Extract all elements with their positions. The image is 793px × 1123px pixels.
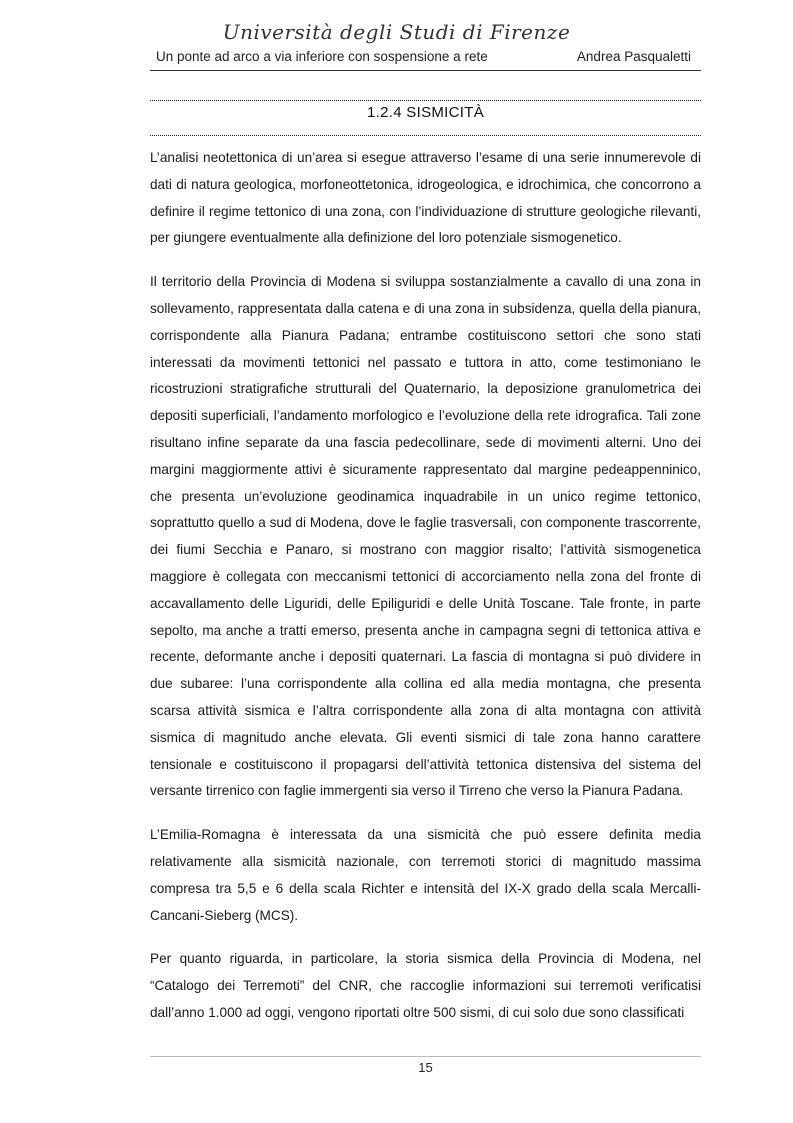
university-header: Università degli Studi di Firenze xyxy=(222,20,571,44)
paragraph-4: Per quanto riguarda, in particolare, la storia sismica della Provincia di Modena, nel “Catalogo dei Terremoti” del CNR, che raccoglie informazioni sui terremoti verificatisi dall’anno 1.000 ad oggi, vengono riportati oltre 500 sismi, di cui solo due sono classificati xyxy=(150,951,701,1020)
thesis-title: Un ponte ad arco a via inferiore con sospensione a rete xyxy=(156,49,488,64)
body-text xyxy=(150,145,701,1044)
section-title: 1.2.4 SISMICITÀ xyxy=(366,104,485,121)
paragraph-3: L’Emilia-Romagna è interessata da una sismicità che può essere definita media relativamente alla sismicità nazionale, con terremoti storici di magnitudo massima compresa tra 5,5 e 6 della scala Richter e intensità del IX-X grado della scala Mercalli-Cancani-Sieberg (MCS). xyxy=(150,827,701,923)
footer-divider xyxy=(150,1056,701,1057)
paragraph-2: Il territorio della Provincia di Modena si sviluppa sostanzialmente a cavallo di una zona in sollevamento, rappresentata dalla catena e di una zona in subsidenza, quella della pianura, corrispondente alla Pianura Padana; entrambe costituiscono settori che sono stati interessati da movimenti tettonici nel passato e tuttora in atto, come testimoniano le ricostruzioni stratigrafiche strutturali del Quaternario, la deposizione granulometrica dei depositi superficiali, l’andamento morfologico e l’evoluzione della rete idrografica. Tali zone risultano infine separate da una fascia pedecollinare, sede di movimenti alterni. Uno dei margini maggiormente attivi è sicuramente rappresentato dal margine pedeappenninico, che presenta un’evoluzione geodinamica inquadrabile in un unico regime tettonico, soprattutto quello a sud di Modena, dove le faglie trasversali, con componente trascorrente, dei fiumi Secchia e Panaro, si mostrano con maggior risalto; l’attività sismogenetica maggiore è collegata con meccanismi tettonici di accorciamento nella zona del fronte di accavallamento delle Liguridi, delle Epiliguridi e delle Unità Toscane. Tale fronte, in parte sepolto, ma anche a tratti emerso, presenta anche in campagna segni di tettonica attiva e recente, deformante anche i depositi quaternari. La fascia di montagna si può dividere in due subaree: l’una corrispondente alla collina ed alla media montagna, che presenta scarsa attività sismica e l’altra corrispondente alla zona di alta montagna con attività sismica di magnitudo anche elevata. Gli eventi sismici di tale zona hanno carattere tensionale e costituiscono il propagarsi dell’attività tettonica distensiva del sistema del versante tirrenico con faglie immergenti sia verso il Tirreno che verso la Pianura Padana. xyxy=(150,274,701,799)
header-divider xyxy=(150,70,701,71)
page-number: 15 xyxy=(418,1060,433,1075)
section-bottom-divider xyxy=(150,135,701,136)
author-name: Andrea Pasqualetti xyxy=(576,49,691,64)
paragraph-1: L’analisi neotettonica di un’area si esegue attraverso l’esame di una serie innumerevole di dati di natura geologica, morfoneottetonica, idrogeologica, e idrochimica, che concorrono a definire il regime tettonico di una zona, con l’individuazione di strutture geologiche rilevanti, per giungere eventualmente alla definizione del loro potenziale sismogenetico. xyxy=(150,150,701,246)
running-header xyxy=(150,49,701,64)
section-top-divider xyxy=(150,100,701,101)
